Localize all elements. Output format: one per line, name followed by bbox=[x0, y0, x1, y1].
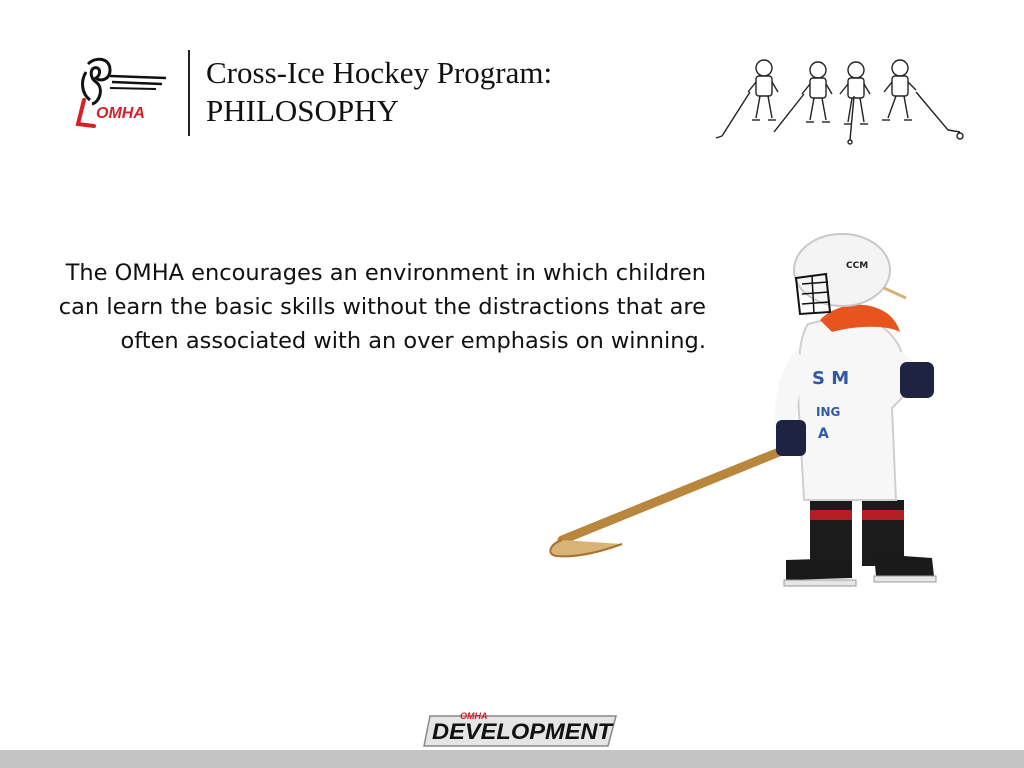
svg-text:ING: ING bbox=[816, 405, 841, 419]
development-logo-small-text: OMHA bbox=[460, 711, 488, 721]
skater-sketch-2 bbox=[774, 62, 832, 132]
svg-text:A: A bbox=[818, 426, 829, 442]
svg-text:CCM: CCM bbox=[846, 261, 869, 271]
svg-text:S M: S M bbox=[812, 368, 850, 389]
skater-sketch-3 bbox=[840, 62, 870, 144]
footer-bar bbox=[0, 750, 1024, 768]
development-logo-text: DEVELOPMENT bbox=[432, 719, 614, 744]
omha-development-logo bbox=[420, 706, 620, 750]
skaters-sketch-icon bbox=[712, 52, 972, 148]
skater-sketch-1 bbox=[716, 60, 778, 138]
slide-title-line1: Cross-Ice Hockey Program: bbox=[206, 55, 553, 90]
header-divider bbox=[188, 50, 190, 136]
skater-sketch-4 bbox=[882, 60, 960, 132]
slide-title-line2: PHILOSOPHY bbox=[206, 93, 399, 128]
body-text: The OMHA encourages an environment in which children can learn the basic skills without the distractions that are often associated with an over emphasis on winning. bbox=[58, 260, 706, 354]
child-hockey-player-photo bbox=[540, 228, 960, 600]
slide-title bbox=[206, 54, 552, 130]
omha-logo-text: OMHA bbox=[96, 105, 145, 122]
omha-logo bbox=[66, 52, 176, 132]
